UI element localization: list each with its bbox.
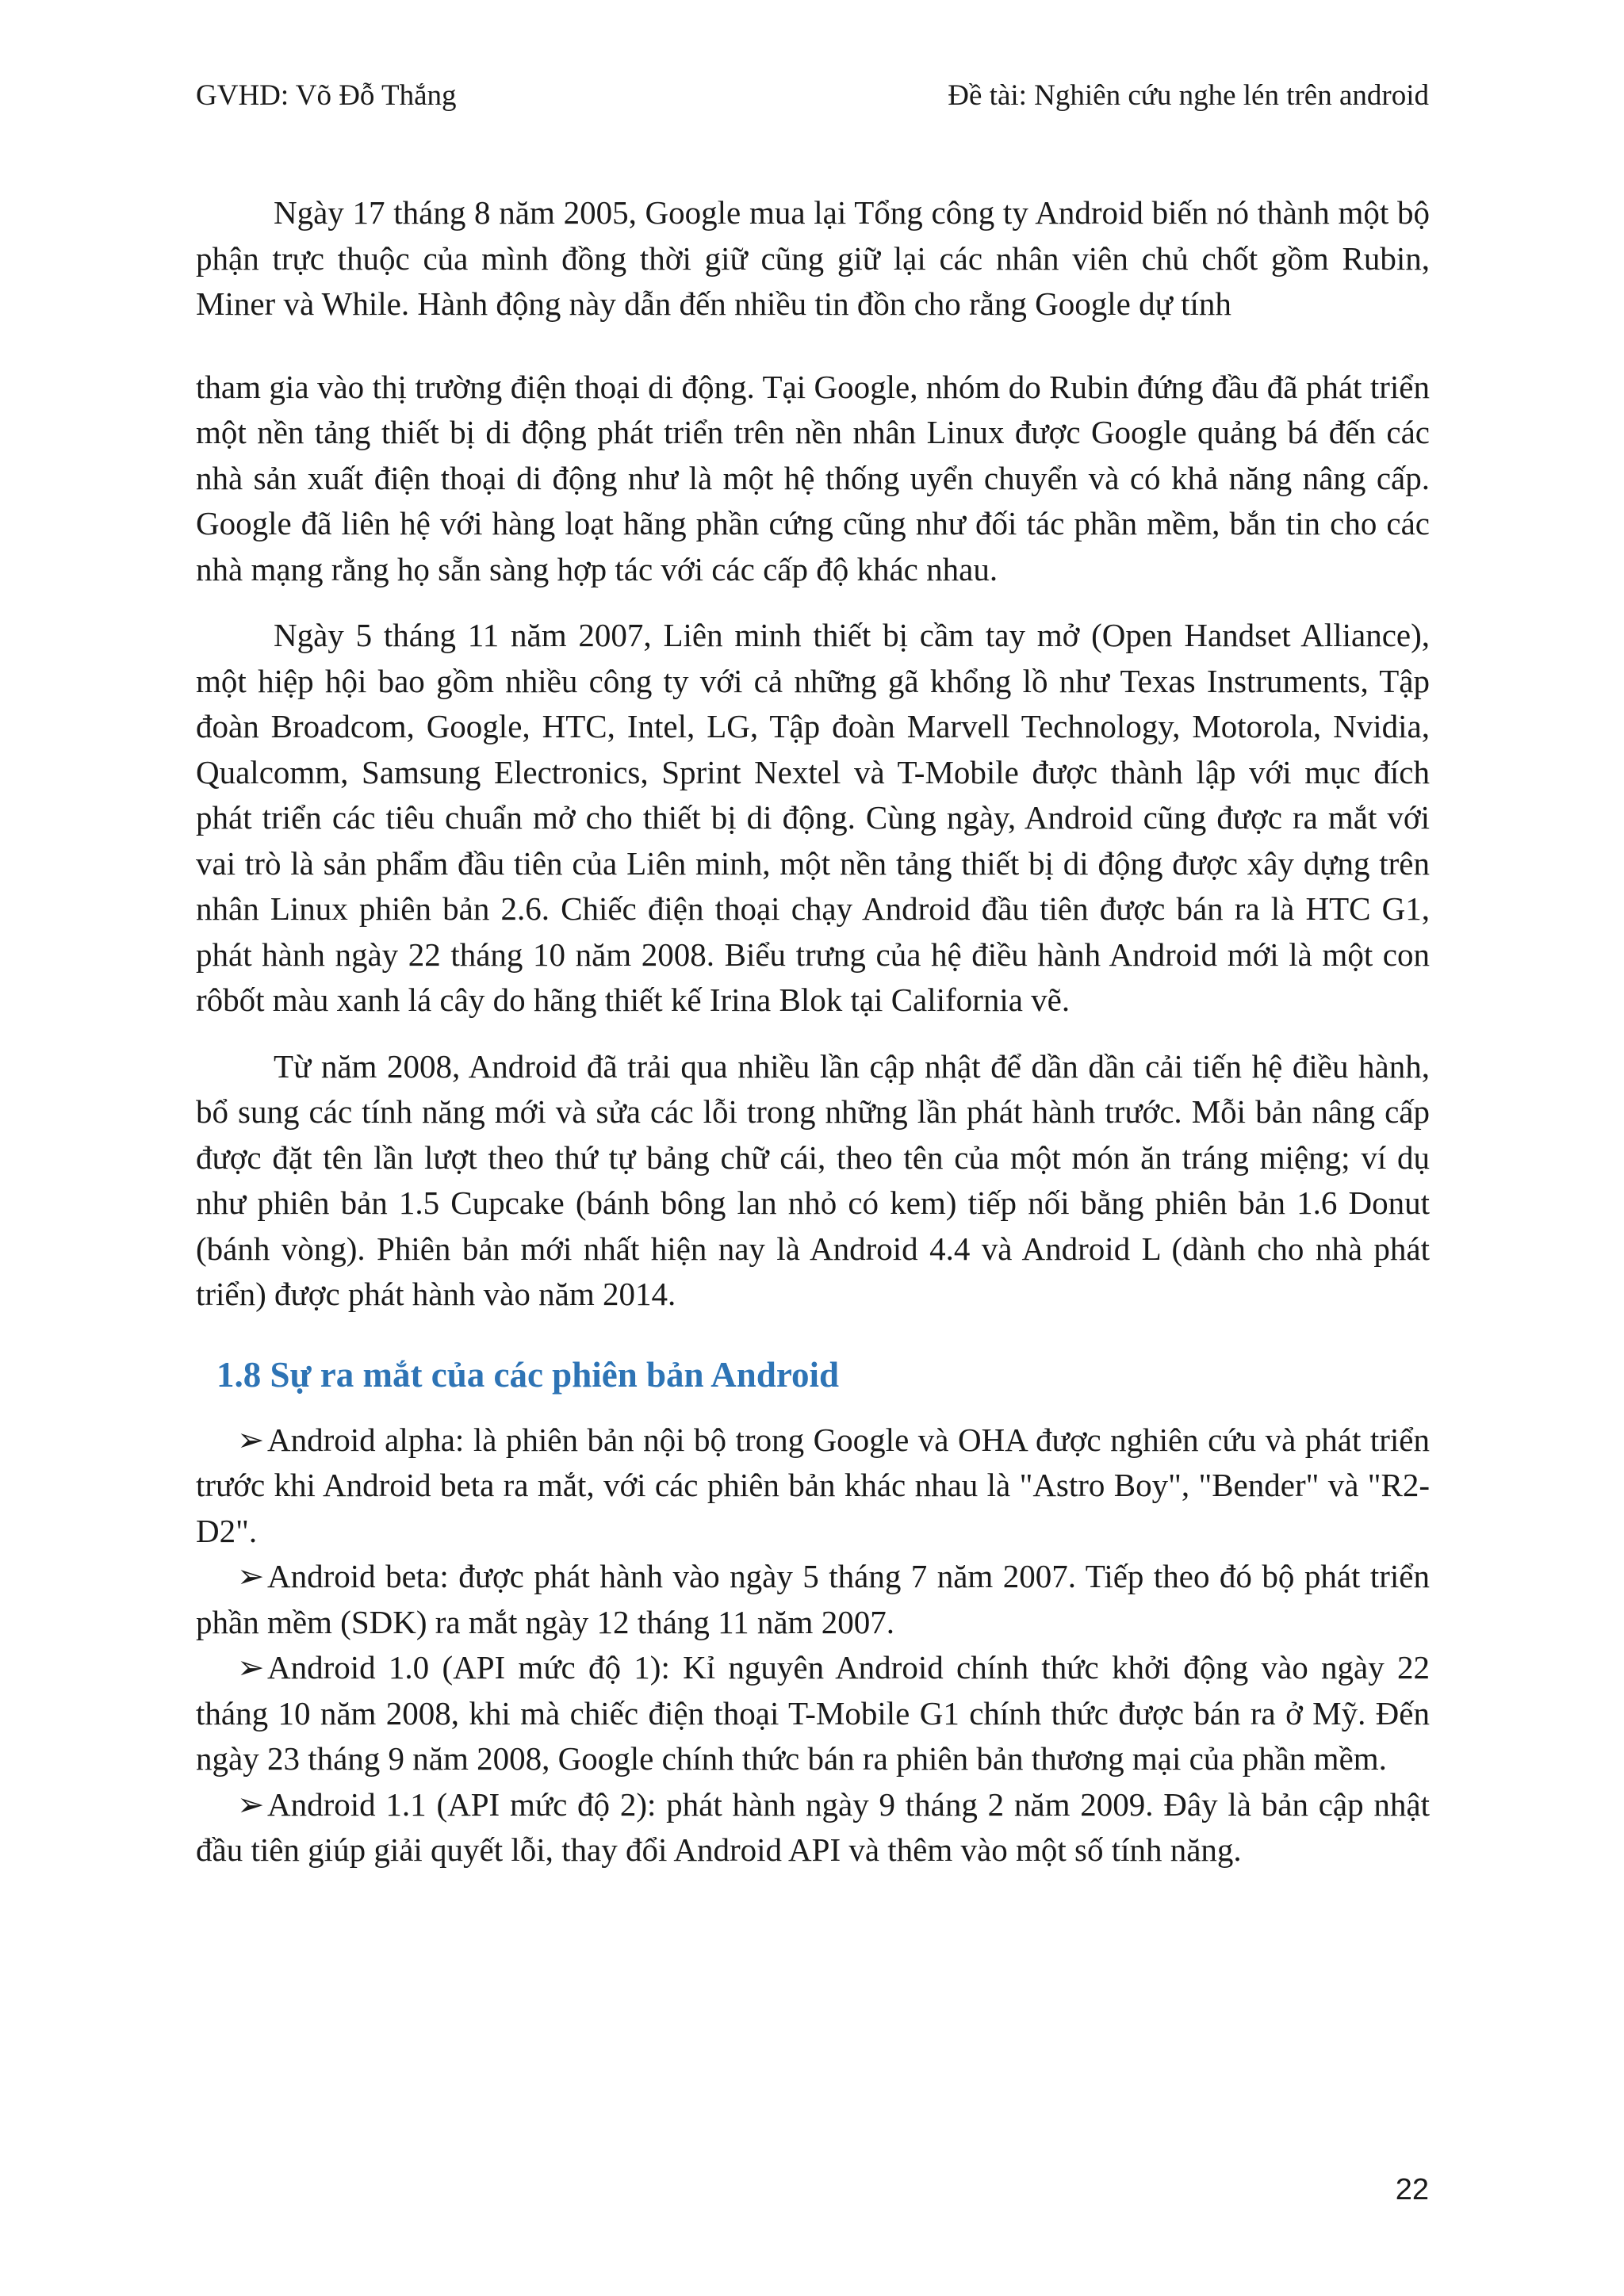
arrow-bullet-icon: ➢ bbox=[237, 1649, 265, 1686]
paragraph-updates-since-2008: Từ năm 2008, Android đã trải qua nhiều lần cập nhật để dần dần cải tiến hệ điều hành, bổ sung các tính năng mới và sửa các lỗi trong những lần phát hành trước. Mỗi bản nâng cấp được đặt tên lần lượt theo thứ tự bảng chữ cái, theo tên của một món ăn tráng miệng; ví dụ như phiên bản 1.5 Cupcake (bánh bông lan nhỏ có kem) tiếp nối bằng phiên bản 1.6 Donut (bánh vòng). Phiên bản mới nhất hiện nay là Android 4.4 và Android L (dành cho nhà phát triển) được phát hành vào năm 2014. bbox=[196, 1047, 1430, 1312]
arrow-bullet-icon: ➢ bbox=[237, 1421, 265, 1458]
header-advisor: GVHD: Võ Đỗ Thắng bbox=[196, 79, 457, 112]
paragraph-google-acquisition: Ngày 17 tháng 8 năm 2005, Google mua lại Tổng công ty Android biến nó thành một bộ phận trực thuộc của mình đồng thời giữ cũng giữ lại các nhân viên chủ chốt gồm Rubin, Miner và While. Hành động này dẫn đến nhiều tin đồn cho rằng Google dự tính bbox=[196, 194, 1430, 322]
paragraph-continuation: tham gia vào thị trường điện thoại di động. Tại Google, nhóm do Rubin đứng đầu đã phát triển một nền tảng thiết bị di động phát triển trên nền nhân Linux được Google quảng bá đến các nhà sản xuất điện thoại di động như là một hệ thống uyển chuyển và có khả năng nâng cấp. Google đã liên hệ với hàng loạt hãng phần cứng cũng như đối tác phần mềm, bắn tin cho các nhà mạng rằng họ sẵn sàng hợp tác với các cấp độ khác nhau. bbox=[196, 368, 1430, 587]
bullet-text: Android beta: được phát hành vào ngày 5 tháng 7 năm 2007. Tiếp theo đó bộ phát triển phần mềm (SDK) ra mắt ngày 12 tháng 11 năm 2007. bbox=[196, 1558, 1430, 1640]
page-body bbox=[196, 190, 1430, 1873]
bullet-item bbox=[196, 1554, 1430, 1645]
page-number: 22 bbox=[1395, 2173, 1429, 2206]
section-heading: 1.8 Sự ra mắt của các phiên bản Android bbox=[216, 1354, 840, 1395]
bullet-text: Android alpha: là phiên bản nội bộ trong Google và OHA được nghiên cứu và phát triển trước khi Android beta ra mắt, với các phiên bản khác nhau là "Astro Boy", "Bender" và "R2-D2". bbox=[196, 1421, 1430, 1549]
header-topic: Đề tài: Nghiên cứu nghe lén trên android bbox=[948, 79, 1429, 112]
arrow-bullet-icon: ➢ bbox=[237, 1558, 265, 1594]
bullet-text: Android 1.0 (API mức độ 1): Kỉ nguyên Android chính thức khởi động vào ngày 22 tháng 10 năm 2008, khi mà chiếc điện thoại T-Mobile G1 chính thức được bán ra ở Mỹ. Đến ngày 23 tháng 9 năm 2008, Google chính thức bán ra phiên bản thương mại của phần mềm. bbox=[196, 1649, 1430, 1777]
paragraph-open-handset-alliance: Ngày 5 tháng 11 năm 2007, Liên minh thiết bị cầm tay mở (Open Handset Alliance), một hiệp hội bao gồm nhiều công ty với cả những gã khổng lồ như Texas Instruments, Tập đoàn Broadcom, Google, HTC, Intel, LG, Tập đoàn Marvell Technology, Motorola, Nvidia, Qualcomm, Samsung Electronics, Sprint Nextel và T-Mobile được thành lập với mục đích phát triển các tiêu chuẩn mở cho thiết bị di động. Cùng ngày, Android cũng được ra mắt với vai trò là sản phẩm đầu tiên của Liên minh, một nền tảng thiết bị di động được xây dựng trên nhân Linux phiên bản 2.6. Chiếc điện thoại chạy Android đầu tiên được bán ra là HTC G1, phát hành ngày 22 tháng 10 năm 2008. Biểu trưng của hệ điều hành Android mới là một con rôbốt màu xanh lá cây do hãng thiết kế Irina Blok tại California vẽ. bbox=[196, 617, 1430, 1018]
arrow-bullet-icon: ➢ bbox=[237, 1785, 265, 1823]
bullet-item bbox=[196, 1782, 1430, 1873]
bullet-item bbox=[196, 1645, 1430, 1782]
page-header bbox=[196, 76, 1429, 116]
bullet-text: Android 1.1 (API mức độ 2): phát hành ngày 9 tháng 2 năm 2009. Đây là bản cập nhật đầu tiên giúp giải quyết lỗi, thay đổi Android API và thêm vào một số tính năng. bbox=[196, 1785, 1430, 1868]
bullet-item bbox=[196, 1418, 1430, 1555]
